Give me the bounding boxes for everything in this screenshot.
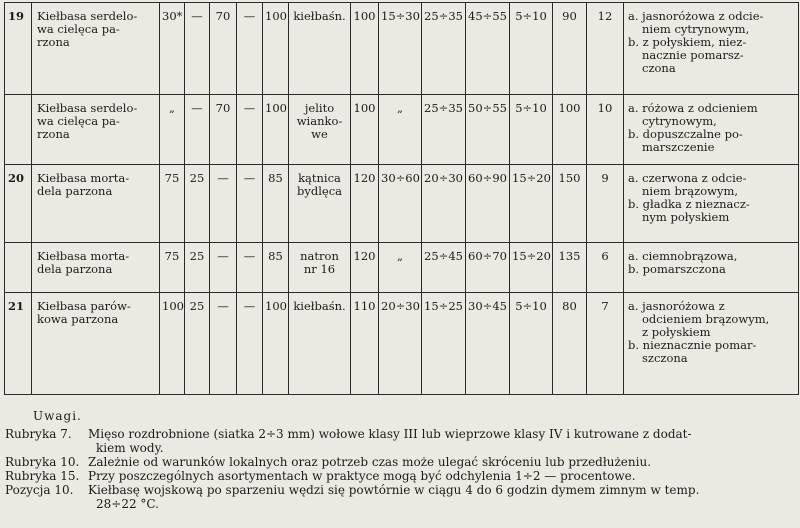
product-name-line: Kiełbasa morta- bbox=[37, 249, 130, 263]
note-item bbox=[5, 455, 797, 469]
note-item bbox=[5, 483, 797, 511]
product-name-line: dela parzona bbox=[37, 262, 113, 276]
value-c11: 20÷30 bbox=[422, 165, 466, 243]
value-c11: 25÷45 bbox=[422, 243, 466, 293]
value-c5: 70 bbox=[210, 3, 237, 95]
row-number bbox=[5, 243, 32, 293]
value-c6: — bbox=[237, 95, 263, 165]
value-c9: 120 bbox=[351, 165, 379, 243]
appearance-description bbox=[624, 243, 799, 293]
casing-type-line: natron bbox=[300, 249, 339, 263]
casing-type bbox=[289, 95, 351, 165]
value-c12: 45÷55 bbox=[466, 3, 510, 95]
appearance-description-line: a. różowa z odcieniem bbox=[628, 101, 758, 115]
casing-type-line: kątnica bbox=[298, 171, 341, 185]
value-c6: — bbox=[237, 293, 263, 395]
value-c14: 80 bbox=[553, 293, 587, 395]
note-item bbox=[5, 427, 797, 455]
note-key: Rubryka 10. bbox=[5, 455, 80, 469]
value-c3: 30* bbox=[160, 3, 185, 95]
value-c10: 20÷30 bbox=[379, 293, 422, 395]
value-c3: 75 bbox=[160, 243, 185, 293]
value-c12: 60÷70 bbox=[466, 243, 510, 293]
value-c9: 100 bbox=[351, 95, 379, 165]
product-name bbox=[32, 95, 160, 165]
appearance-description-line: b. z połyskiem, niez- bbox=[628, 35, 747, 49]
value-c10: „ bbox=[379, 95, 422, 165]
value-c10: „ bbox=[379, 243, 422, 293]
product-name-line: rzona bbox=[37, 35, 70, 49]
product-name-line: wa cielęca pa- bbox=[37, 114, 120, 128]
appearance-description-line: a. jasnoróżowa z bbox=[628, 299, 725, 313]
appearance-description bbox=[624, 3, 799, 95]
value-c9: 110 bbox=[351, 293, 379, 395]
casing-type-line: bydlęca bbox=[296, 184, 342, 198]
value-c7: 100 bbox=[263, 3, 289, 95]
value-c14: 100 bbox=[553, 95, 587, 165]
value-c5: — bbox=[210, 243, 237, 293]
value-c13: 15÷20 bbox=[510, 243, 553, 293]
note-item bbox=[5, 469, 797, 483]
appearance-description bbox=[624, 95, 799, 165]
value-c15: 7 bbox=[587, 293, 624, 395]
value-c14: 135 bbox=[553, 243, 587, 293]
product-name-line: Kiełbasa serdelo- bbox=[37, 101, 138, 115]
value-c12: 30÷45 bbox=[466, 293, 510, 395]
value-c13: 5÷10 bbox=[510, 293, 553, 395]
note-text: kiem wody. bbox=[96, 441, 164, 455]
product-name-line: rzona bbox=[37, 127, 70, 141]
row-number: 19 bbox=[5, 3, 32, 95]
appearance-description bbox=[624, 165, 799, 243]
table-row bbox=[5, 3, 799, 95]
value-c11: 15÷25 bbox=[422, 293, 466, 395]
value-c13: 5÷10 bbox=[510, 95, 553, 165]
value-c4: 25 bbox=[185, 293, 210, 395]
value-c4: — bbox=[185, 95, 210, 165]
note-text: Zależnie od warunków lokalnych oraz potrzeb czas może ulegać skróceniu lub przedłużeniu. bbox=[88, 455, 652, 469]
casing-type-line: kiełbaśn. bbox=[293, 299, 346, 313]
value-c12: 60÷90 bbox=[466, 165, 510, 243]
value-c10: 30÷60 bbox=[379, 165, 422, 243]
value-c13: 5÷10 bbox=[510, 3, 553, 95]
appearance-description bbox=[624, 293, 799, 395]
product-name-line: kowa parzona bbox=[37, 312, 119, 326]
value-c13: 15÷20 bbox=[510, 165, 553, 243]
value-c12: 50÷55 bbox=[466, 95, 510, 165]
value-c11: 25÷35 bbox=[422, 3, 466, 95]
value-c5: — bbox=[210, 293, 237, 395]
product-name-line: dela parzona bbox=[37, 184, 113, 198]
note-text: Kiełbasę wojskową po sparzeniu wędzi się powtórnie w ciągu 4 do 6 godzin dymem zimnym w temp. bbox=[88, 483, 700, 497]
table-row bbox=[5, 95, 799, 165]
value-c7: 85 bbox=[263, 165, 289, 243]
product-name bbox=[32, 3, 160, 95]
table-row bbox=[5, 243, 799, 293]
appearance-description-line: odcieniem brązowym, bbox=[642, 312, 770, 326]
casing-type-line: jelito bbox=[304, 101, 335, 115]
value-c9: 100 bbox=[351, 3, 379, 95]
casing-type bbox=[289, 3, 351, 95]
note-key: Rubryka 7. bbox=[5, 427, 72, 441]
value-c6: — bbox=[237, 3, 263, 95]
value-c6: — bbox=[237, 243, 263, 293]
appearance-description-line: a. ciemnobrązowa, bbox=[628, 249, 738, 263]
casing-type bbox=[289, 243, 351, 293]
appearance-description-line: cytrynowym, bbox=[642, 114, 717, 128]
value-c14: 90 bbox=[553, 3, 587, 95]
casing-type-line: we bbox=[311, 127, 328, 141]
appearance-description-line: a. jasnoróżowa z odcie- bbox=[628, 9, 764, 23]
appearance-description-line: niem brązowym, bbox=[642, 184, 739, 198]
value-c3: 100 bbox=[160, 293, 185, 395]
product-name bbox=[32, 243, 160, 293]
value-c15: 10 bbox=[587, 95, 624, 165]
table-row bbox=[5, 165, 799, 243]
value-c6: — bbox=[237, 165, 263, 243]
value-c7: 100 bbox=[263, 293, 289, 395]
value-c15: 6 bbox=[587, 243, 624, 293]
casing-type-line: nr 16 bbox=[303, 262, 336, 276]
value-c4: 25 bbox=[185, 165, 210, 243]
appearance-description-line: nym połyskiem bbox=[642, 210, 730, 224]
table-row bbox=[5, 293, 799, 395]
appearance-description-line: nacznie pomarsz- bbox=[642, 48, 744, 62]
value-c5: 70 bbox=[210, 95, 237, 165]
product-name-line: Kiełbasa morta- bbox=[37, 171, 130, 185]
product-name bbox=[32, 293, 160, 395]
casing-type bbox=[289, 165, 351, 243]
product-name-line: Kiełbasa parów- bbox=[37, 299, 131, 313]
note-key: Rubryka 15. bbox=[5, 469, 80, 483]
row-number: 20 bbox=[5, 165, 32, 243]
appearance-description-line: a. czerwona z odcie- bbox=[628, 171, 747, 185]
appearance-description-line: niem cytrynowym, bbox=[642, 22, 750, 36]
notes-heading: Uwagi. bbox=[33, 409, 82, 423]
value-c7: 85 bbox=[263, 243, 289, 293]
value-c11: 25÷35 bbox=[422, 95, 466, 165]
value-c15: 9 bbox=[587, 165, 624, 243]
row-number: 21 bbox=[5, 293, 32, 395]
appearance-description-line: b. pomarszczona bbox=[628, 262, 726, 276]
sausage-specification-table bbox=[4, 2, 799, 395]
note-key: Pozycja 10. bbox=[5, 483, 74, 497]
casing-type-line: wianko- bbox=[296, 114, 343, 128]
product-name-line: Kiełbasa serdelo- bbox=[37, 9, 138, 23]
appearance-description-line: b. nieznacznie pomar- bbox=[628, 338, 757, 352]
value-c4: — bbox=[185, 3, 210, 95]
value-c14: 150 bbox=[553, 165, 587, 243]
product-name bbox=[32, 165, 160, 243]
value-c10: 15÷30 bbox=[379, 3, 422, 95]
note-text: 28÷22 °C. bbox=[96, 497, 159, 511]
product-name-line: wa cielęca pa- bbox=[37, 22, 120, 36]
notes-section bbox=[5, 409, 797, 511]
value-c15: 12 bbox=[587, 3, 624, 95]
casing-type bbox=[289, 293, 351, 395]
row-number bbox=[5, 95, 32, 165]
appearance-description-line: czona bbox=[642, 61, 676, 75]
appearance-description-line: marszczenie bbox=[642, 140, 715, 154]
value-c4: 25 bbox=[185, 243, 210, 293]
value-c3: 75 bbox=[160, 165, 185, 243]
appearance-description-line: b. dopuszczalne po- bbox=[628, 127, 743, 141]
value-c3: „ bbox=[160, 95, 185, 165]
note-text: Przy poszczególnych asortymentach w praktyce mogą być odchylenia 1÷2 — procentowe. bbox=[88, 469, 636, 483]
note-text: Mięso rozdrobnione (siatka 2÷3 mm) wołowe klasy III lub wieprzowe klasy IV i kutrowane z dodat- bbox=[88, 427, 692, 441]
value-c9: 120 bbox=[351, 243, 379, 293]
appearance-description-line: szczona bbox=[642, 351, 688, 365]
value-c5: — bbox=[210, 165, 237, 243]
appearance-description-line: z połyskiem bbox=[642, 325, 711, 339]
casing-type-line: kiełbaśn. bbox=[293, 9, 346, 23]
appearance-description-line: b. gładka z nieznacz- bbox=[628, 197, 750, 211]
value-c7: 100 bbox=[263, 95, 289, 165]
